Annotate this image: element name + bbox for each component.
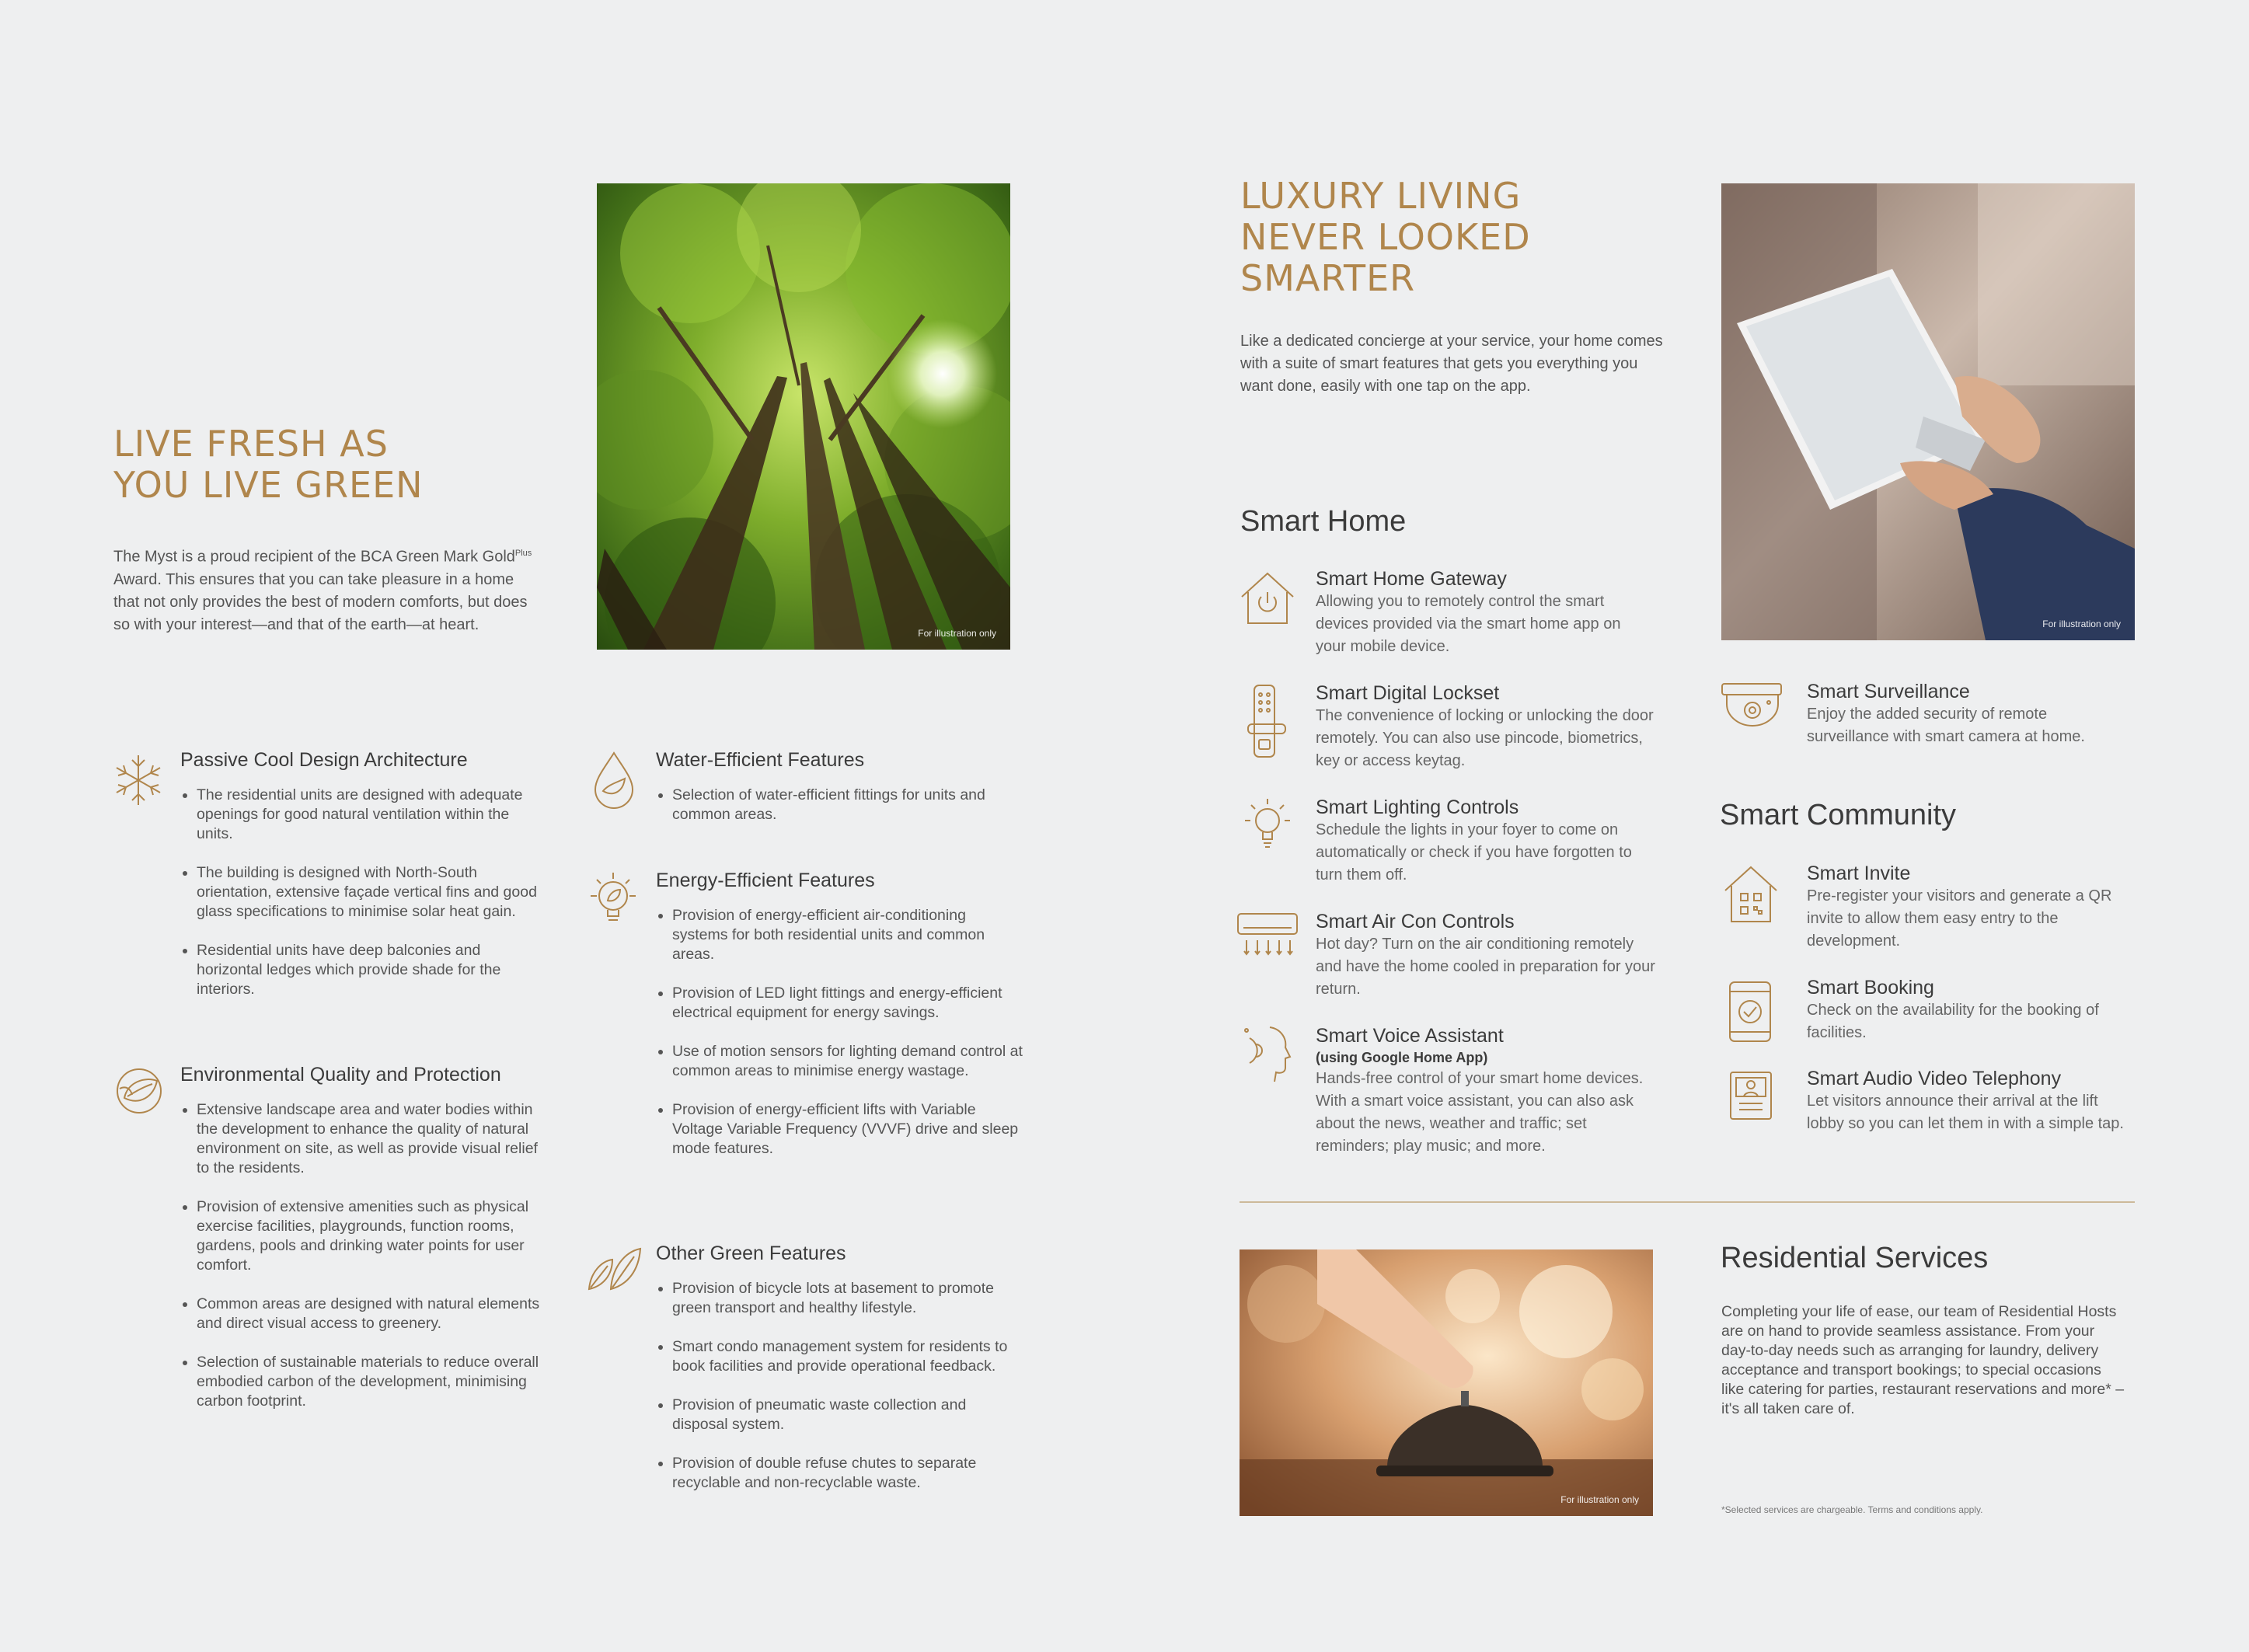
- feature-bullet: • Smart condo management system for residents to book facilities and provide operational feedback.: [672, 1337, 1024, 1376]
- snowflake-icon: [113, 754, 163, 807]
- green-heading: [113, 423, 549, 506]
- residential-services-text: Completing your life of ease, our team of Residential Hosts are on hand to provide seamless assistance. From your day-to-day needs such as arranging for laundry, delivery acceptance and transport bookings; to special occasions like catering for parties, restaurant reservations and more* – it's all taken care of.: [1721, 1303, 2125, 1417]
- smart-item-text: Check on the availability for the booking of facilities.: [1807, 1002, 2099, 1041]
- intercom-icon: [1728, 1071, 1773, 1121]
- feature-bullet: • Extensive landscape area and water bodies within the development to enhance the quality of natural environment on site, as well as provide visual relief to the residents.: [197, 1100, 549, 1178]
- smart-title-line1: LUXURY LIVING: [1240, 175, 1522, 217]
- smart-title-line3: SMARTER: [1240, 257, 1416, 299]
- feature-bullet: • The residential units are designed with adequate openings for good natural ventilation within the units.: [197, 786, 549, 844]
- feature-bullet: • Provision of pneumatic waste collection and disposal system.: [672, 1396, 1024, 1434]
- leaves-icon: [584, 1244, 643, 1294]
- smart-item-title: Smart Surveillance: [1807, 681, 1970, 702]
- smart-item-title: Smart Audio Video Telephony: [1807, 1068, 2062, 1089]
- eco-leaf-icon: [113, 1065, 165, 1117]
- smart-item-title: Smart Booking: [1807, 977, 1934, 999]
- smart-home-gateway: [1316, 567, 1642, 658]
- smart-item-title: Smart Invite: [1807, 863, 1911, 884]
- tablet-photo: [1721, 183, 2135, 640]
- feature-title: Energy-Efficient Features: [656, 870, 875, 891]
- lightbulb-icon: [1240, 797, 1295, 853]
- booking-phone-icon: [1727, 981, 1773, 1043]
- energy-bulb-icon: [586, 871, 640, 927]
- smart-item-subtitle: (using Google Home App): [1316, 1050, 1488, 1065]
- feature-bullet: • Provision of extensive amenities such as physical exercise facilities, playgrounds, function rooms, gardens, pools and drinking water points for user comfort.: [197, 1197, 549, 1275]
- feature-bullet: • Residential units have deep balconies and horizontal ledges which provide shade for the interiors.: [197, 941, 549, 999]
- smart-title-line2: NEVER LOOKED: [1240, 216, 1531, 258]
- smart-item-text: Schedule the lights in your foyer to come on automatically or check if you have forgotten to turn them off.: [1316, 821, 1632, 884]
- smart-invite: [1807, 862, 2133, 953]
- smart-item-text: The convenience of locking or unlocking the door remotely. You can also use pincode, biometrics, key or access keytag.: [1316, 707, 1654, 769]
- feature-bullet: • Provision of bicycle lots at basement to promote green transport and healthy lifestyle.: [672, 1279, 1024, 1318]
- camera-icon: [1721, 682, 1784, 729]
- residential-services-title: Residential Services: [1721, 1242, 1989, 1274]
- feature-title: Water-Efficient Features: [656, 749, 865, 771]
- features-column-1: [113, 749, 549, 1019]
- smart-lighting-controls: [1316, 796, 1658, 887]
- feature-bullet: • Selection of sustainable materials to reduce overall embodied carbon of the development, minimising carbon footprint.: [197, 1353, 549, 1411]
- green-title-line1: LIVE FRESH AS: [113, 423, 389, 465]
- service-bell-photo: [1240, 1249, 1653, 1516]
- feature-bullet: • Provision of energy-efficient air-conditioning systems for both residential units and common areas.: [672, 906, 1024, 964]
- forest-caption: For illustration only: [918, 628, 996, 639]
- voice-assistant-icon: [1240, 1024, 1292, 1083]
- footnote: *Selected services are chargeable. Terms and conditions apply.: [1721, 1504, 1983, 1515]
- features-column-2: [589, 749, 1024, 844]
- smart-item-text: Let visitors announce their arrival at the lift lobby so you can let them in with a simple tap.: [1807, 1093, 2124, 1132]
- bell-caption: For illustration only: [1560, 1494, 1639, 1505]
- smart-digital-lockset: [1316, 681, 1658, 772]
- smart-item-text: Hot day? Turn on the air conditioning remotely and have the home cooled in preparation for your return.: [1316, 936, 1655, 998]
- smart-heading: [1240, 176, 1675, 299]
- feature-bullet: • Selection of water-efficient fittings for units and common areas.: [672, 786, 1024, 824]
- smart-intro: Like a dedicated concierge at your service, your home comes with a suite of smart features that gets you everything you want done, easily with one tap on the app.: [1240, 333, 1663, 395]
- feature-bullets: [180, 1100, 549, 1411]
- smart-item-text: Pre-register your visitors and generate a QR invite to allow them easy entry to the development.: [1807, 887, 2112, 950]
- feature-title: Other Green Features: [656, 1242, 846, 1264]
- smart-surveillance: [1807, 680, 2133, 748]
- smart-home-title: Smart Home: [1240, 505, 1407, 538]
- aircon-icon: [1236, 911, 1299, 959]
- smart-community-title: Smart Community: [1720, 799, 1957, 831]
- smart-item-title: Smart Digital Lockset: [1316, 682, 1500, 704]
- smart-item-title: Smart Home Gateway: [1316, 568, 1507, 590]
- smart-item-text: Allowing you to remotely control the smart devices provided via the smart home app on your mobile device.: [1316, 593, 1621, 655]
- plus-superscript: Plus: [514, 549, 532, 558]
- feature-bullet: • Provision of LED light fittings and energy-efficient electrical equipment for energy savings.: [672, 984, 1024, 1023]
- feature-bullets: [656, 1279, 1024, 1493]
- feature-title: Passive Cool Design Architecture: [180, 749, 468, 771]
- smart-item-title: Smart Lighting Controls: [1316, 796, 1519, 818]
- smart-voice-assistant: [1316, 1024, 1658, 1158]
- green-intro: The Myst is a proud recipient of the BCA Green Mark Gold$^{Plus}$ Award. This ensures that you can take pleasure in a home that not only provides the best of modern comforts, but does so with your interest—and that of the earth—at heart.: [113, 548, 532, 633]
- feature-bullets: [656, 906, 1024, 1159]
- feature-bullet: • The building is designed with North-South orientation, extensive façade vertical fins and good glass specifications to minimise solar heat gain.: [197, 863, 549, 922]
- smart-item-title: Smart Voice Assistant: [1316, 1025, 1504, 1047]
- water-drop-icon: [592, 751, 636, 810]
- smart-audio-video-telephony: [1807, 1067, 2133, 1135]
- tablet-caption: For illustration only: [2042, 619, 2121, 629]
- features-column-1b: [113, 1064, 549, 1431]
- forest-photo: [597, 183, 1010, 650]
- section-divider: [1240, 1201, 2135, 1203]
- feature-bullet: • Common areas are designed with natural elements and direct visual access to greenery.: [197, 1295, 549, 1333]
- qr-house-icon: [1722, 864, 1780, 925]
- smart-item-text: Enjoy the added security of remote surveillance with smart camera at home.: [1807, 706, 2085, 745]
- smart-item-title: Smart Air Con Controls: [1316, 911, 1515, 932]
- features-column-2b: [589, 870, 1024, 1178]
- feature-bullet: • Provision of double refuse chutes to separate recyclable and non-recyclable waste.: [672, 1454, 1024, 1493]
- feature-bullets: [180, 786, 549, 999]
- digital-lock-icon: [1247, 684, 1287, 758]
- feature-bullet: • Provision of energy-efficient lifts with Variable Voltage Variable Frequency (VVVF) drive and sleep mode features.: [672, 1100, 1024, 1159]
- smart-booking: [1807, 976, 2133, 1044]
- smart-item-text: Hands-free control of your smart home devices. With a smart voice assistant, you can also ask about the news, weather and traffic; set reminders; play music; and more.: [1316, 1070, 1644, 1155]
- smart-air-con-controls: [1316, 910, 1658, 1001]
- feature-bullet: • Use of motion sensors for lighting demand control at common areas to minimise energy wastage.: [672, 1042, 1024, 1081]
- feature-title: Environmental Quality and Protection: [180, 1064, 501, 1086]
- feature-bullets: [656, 786, 1024, 824]
- features-column-2c: [589, 1242, 1024, 1512]
- green-title-line2: YOU LIVE GREEN: [113, 464, 424, 506]
- house-power-icon: [1239, 570, 1296, 626]
